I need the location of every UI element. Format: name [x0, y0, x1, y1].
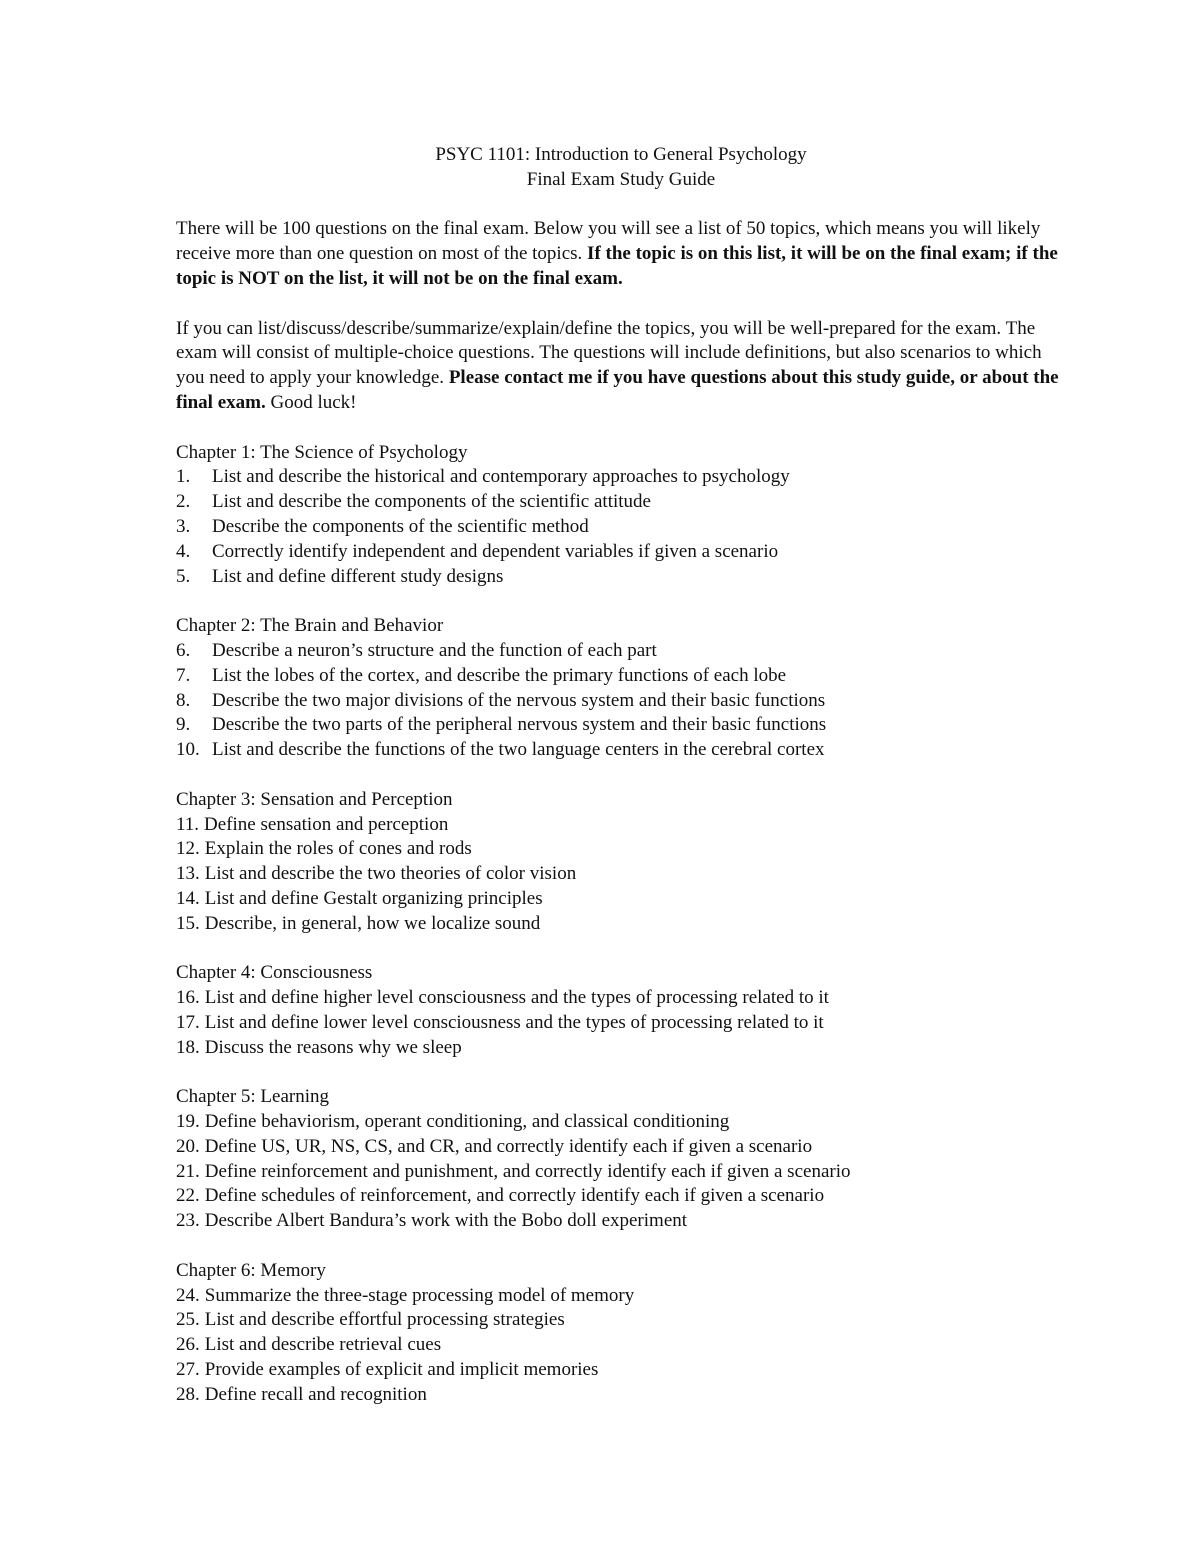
- topic-item: [176, 912, 1066, 937]
- topic-number: 1.: [176, 466, 191, 488]
- topic-text: Define reinforcement and punishment, and correctly identify each if given a scenario: [204, 1160, 851, 1182]
- intro-p1-bold: If the topic is on this list, it will be on the final exam; if the topic is NOT on the list, it will not be on the final exam.: [176, 243, 1058, 289]
- topic-text: Define behaviorism, operant conditioning, and classical conditioning: [204, 1111, 730, 1133]
- topic-item: [176, 490, 1066, 515]
- topic-item: [176, 1011, 1066, 1036]
- intro-p2-text: If you can list/discuss/describe/summarize/explain/define the topics, you will be well-prepared for the exam. The exam will consist of multiple-choice questions. The questions will include definitions, but also scenarios to which you need to apply your knowledge.: [176, 317, 1042, 389]
- topic-item: [176, 813, 1066, 838]
- topic-item: [176, 664, 1066, 689]
- topic-list: [176, 639, 1066, 763]
- topic-text: Define schedules of reinforcement, and correctly identify each if given a scenario: [204, 1185, 825, 1207]
- topic-number: 13.: [176, 863, 200, 885]
- intro-p1-text: There will be 100 questions on the final exam. Below you will see a list of 50 topics, which means you will likely receive more than one question on most of the topics.: [176, 218, 1041, 265]
- topic-item: [176, 887, 1066, 912]
- topic-number: 17.: [176, 1011, 200, 1033]
- topic-number: 21.: [176, 1160, 200, 1182]
- topic-item: [176, 515, 1066, 540]
- topic-number: 18.: [176, 1036, 200, 1058]
- topic-number: 15.: [176, 912, 200, 934]
- intro-paragraph-1: [176, 217, 1066, 291]
- topic-number: 26.: [176, 1334, 200, 1356]
- topic-text: Explain the roles of cones and rods: [204, 838, 472, 860]
- topic-text: Describe the components of the scientific method: [212, 515, 589, 537]
- topic-text: Describe Albert Bandura’s work with the Bobo doll experiment: [204, 1210, 688, 1232]
- topic-number: 3.: [176, 515, 191, 537]
- topic-item: [176, 1160, 1066, 1185]
- chapter-section: [176, 961, 1066, 1060]
- topic-text: List the lobes of the cortex, and describe the primary functions of each lobe: [212, 664, 787, 686]
- topic-text: List and define lower level consciousness and the types of processing related to it: [204, 1011, 824, 1033]
- topic-number: 5.: [176, 565, 191, 587]
- intro-p2-bold: Please contact me if you have questions about this study guide, or about the final exam.: [176, 367, 1059, 413]
- topic-item: [176, 1110, 1066, 1135]
- topic-text: List and define higher level consciousness and the types of processing related to it: [204, 987, 829, 1009]
- topic-text: Correctly identify independent and dependent variables if given a scenario: [212, 540, 779, 562]
- topic-text: Summarize the three-stage processing model of memory: [204, 1284, 635, 1306]
- topic-text: List and define different study designs: [212, 565, 504, 587]
- topic-item: [176, 1383, 1066, 1408]
- topic-item: [176, 738, 1066, 763]
- topic-item: [176, 689, 1066, 714]
- topic-number: 9.: [176, 714, 191, 736]
- topic-text: List and describe effortful processing strategies: [204, 1309, 565, 1331]
- topic-number: 7.: [176, 664, 191, 686]
- topic-list: [176, 813, 1066, 937]
- topic-item: [176, 565, 1066, 590]
- chapter-title: Chapter 1: The Science of Psychology: [176, 441, 468, 463]
- intro-paragraph-2: [176, 317, 1066, 416]
- chapters-list: [176, 441, 1066, 1408]
- chapter-title: Chapter 6: Memory: [176, 1259, 326, 1281]
- topic-number: 28.: [176, 1383, 200, 1405]
- chapter-title: Chapter 4: Consciousness: [176, 962, 373, 984]
- topic-item: [176, 1358, 1066, 1383]
- topic-list: [176, 1284, 1066, 1408]
- intro-section: [176, 217, 1066, 415]
- topic-item: [176, 1308, 1066, 1333]
- topic-number: 27.: [176, 1359, 200, 1381]
- topic-text: Provide examples of explicit and implicit memories: [204, 1359, 599, 1381]
- chapter-title: Chapter 3: Sensation and Perception: [176, 788, 453, 810]
- topic-text: List and describe the two theories of color vision: [204, 863, 577, 885]
- topic-number: 20.: [176, 1135, 200, 1157]
- topic-item: [176, 639, 1066, 664]
- chapter-section: [176, 788, 1066, 937]
- document-page: [176, 143, 1066, 1432]
- topic-item: [176, 1184, 1066, 1209]
- topic-text: List and describe retrieval cues: [204, 1334, 442, 1356]
- topic-number: 19.: [176, 1111, 200, 1133]
- topic-text: Describe the two major divisions of the nervous system and their basic functions: [212, 689, 826, 711]
- topic-number: 6.: [176, 639, 191, 661]
- topic-text: Describe, in general, how we localize sound: [204, 912, 541, 934]
- topic-number: 16.: [176, 987, 200, 1009]
- topic-item: [176, 540, 1066, 565]
- topic-text: List and describe the functions of the two language centers in the cerebral cortex: [212, 739, 825, 761]
- topic-list: [176, 465, 1066, 589]
- topic-number: 24.: [176, 1284, 200, 1306]
- topic-text: List and define Gestalt organizing principles: [204, 887, 543, 909]
- topic-text: List and describe the historical and contemporary approaches to psychology: [212, 466, 790, 488]
- topic-number: 10.: [176, 739, 200, 761]
- topic-number: 12.: [176, 838, 200, 860]
- topic-list: [176, 986, 1066, 1060]
- topic-text: List and describe the components of the scientific attitude: [212, 491, 651, 513]
- topic-text: Describe the two parts of the peripheral nervous system and their basic functions: [212, 714, 827, 736]
- topic-item: [176, 1284, 1066, 1309]
- intro-p2-end: Good luck!: [265, 391, 357, 413]
- topic-item: [176, 837, 1066, 862]
- document-title: Final Exam Study Guide: [526, 168, 716, 190]
- topic-item: [176, 1333, 1066, 1358]
- chapter-title: Chapter 2: The Brain and Behavior: [176, 615, 444, 637]
- topic-number: 8.: [176, 689, 191, 711]
- chapter-section: [176, 441, 1066, 590]
- topic-number: 2.: [176, 491, 191, 513]
- topic-text: Define US, UR, NS, CS, and CR, and correctly identify each if given a scenario: [204, 1135, 813, 1157]
- topic-number: 4.: [176, 540, 191, 562]
- topic-number: 23.: [176, 1210, 200, 1232]
- course-title: PSYC 1101: Introduction to General Psychology: [435, 144, 807, 165]
- topic-number: 22.: [176, 1185, 200, 1207]
- topic-number: 25.: [176, 1309, 200, 1331]
- topic-item: [176, 862, 1066, 887]
- chapter-title: Chapter 5: Learning: [176, 1086, 330, 1108]
- topic-text: Discuss the reasons why we sleep: [204, 1036, 462, 1058]
- topic-list: [176, 1110, 1066, 1234]
- topic-item: [176, 1209, 1066, 1234]
- topic-item: [176, 465, 1066, 490]
- topic-number: 11.: [176, 813, 200, 835]
- topic-text: Define sensation and perception: [204, 813, 449, 835]
- topic-number: 14.: [176, 887, 200, 909]
- topic-item: [176, 1036, 1066, 1061]
- chapter-section: [176, 1259, 1066, 1408]
- topic-item: [176, 1135, 1066, 1160]
- topic-item: [176, 986, 1066, 1011]
- chapter-section: [176, 1085, 1066, 1234]
- chapter-section: [176, 614, 1066, 763]
- topic-text: Define recall and recognition: [204, 1383, 427, 1405]
- topic-text: Describe a neuron’s structure and the function of each part: [212, 639, 657, 661]
- topic-item: [176, 713, 1066, 738]
